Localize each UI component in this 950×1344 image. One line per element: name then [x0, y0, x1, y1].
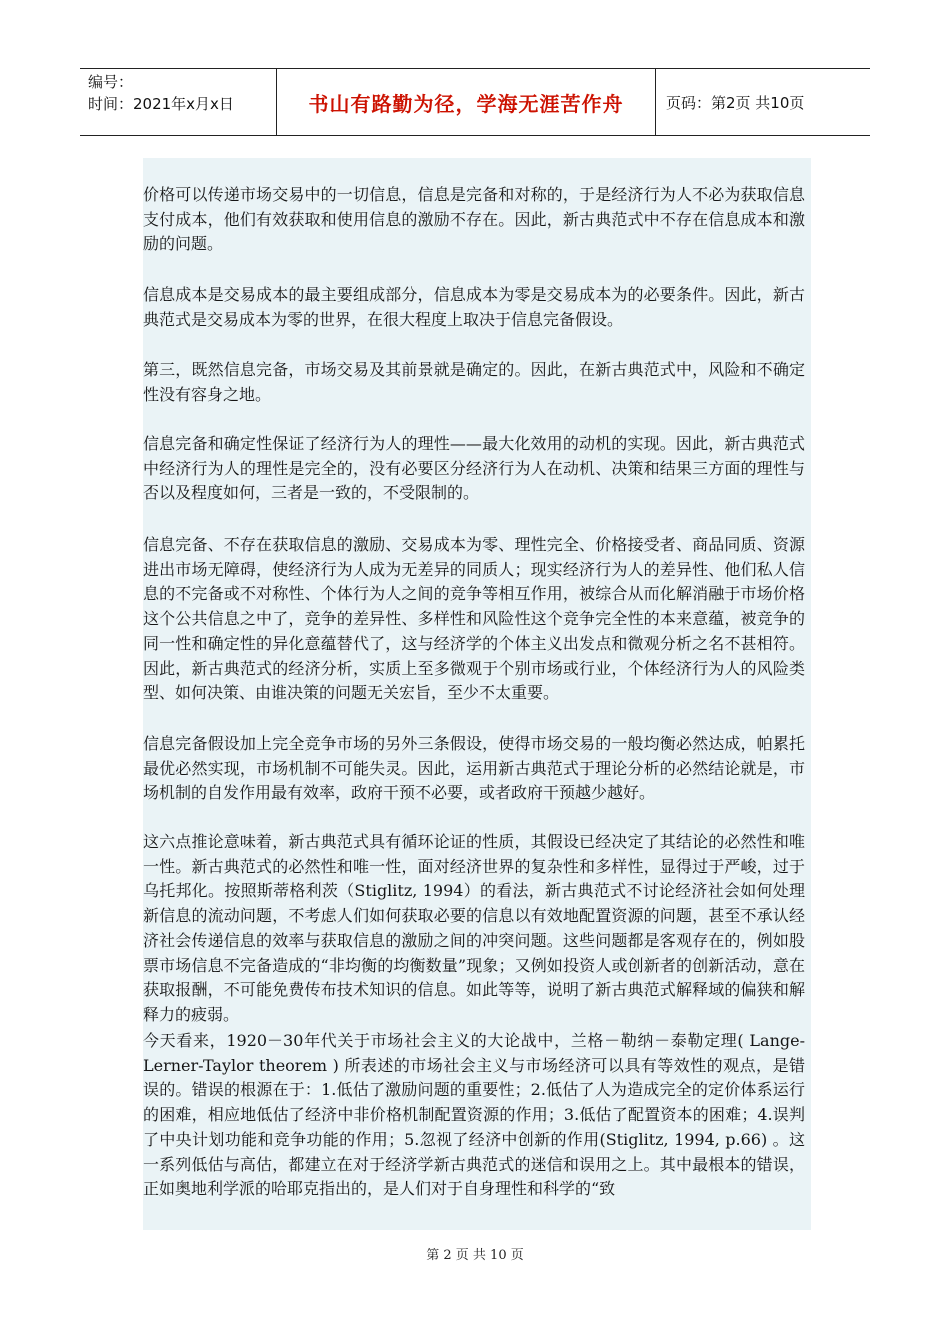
paragraph-2: 信息成本是交易成本的最主要组成部分，信息成本为零是交易成本为的必要条件。因此，新古典范式是交易成本为零的世界，在很大程度上取决于信息完备假设。 — [143, 285, 805, 329]
serial-label: 编号： — [88, 73, 134, 91]
header-meta — [88, 71, 234, 115]
paragraph-5: 信息完备、不存在获取信息的激励、交易成本为零、理性完全、价格接受者、商品同质、资源进出市场无障碍，使经济行为人成为无差异的同质人；现实经济行为人的差异性、他们私人信息的不完备或不对称性、个体行为人之间的竞争等相互作用，被综合从而化解消融于市场价格这个公共信息之中了，竞争的差异性、多样性和风险性这个竞争完全性的本来意蕴，被竞争的同一性和确定性的异化意蕴替代了，这与经济学的个体主义出发点和微观分析之名不甚相符。因此，新古典范式的经济分析，实质上至多微观于个别市场或行业，个体经济行为人的风险类型、如何决策、由谁决策的问题无关宏旨，至少不太重要。 — [143, 535, 805, 703]
paragraph-8: 今天看来，1920－30年代关于市场社会主义的大论战中，兰格－勒纳－泰勒定理( Lange-Lerner-Taylor theorem ) 所表述的市场社会主义与市场经济可以具有等效性的观点，是错误的。错误的根源在于：1.低估了激励问题的重要性；2.低估了人为造成完全的定价体系运行的困难，相应地低估了经济中非价格机制配置资源的作用；3.低估了配置资本的困难；4.误判了中央计划功能和竞争功能的作用；5.忽视了经济中创新的作用(Stiglitz, 1994, p.66) 。这一系列低估与高估，都建立在对于经济学新古典范式的迷信和误用之上。其中最根本的错误，正如奥地利学派的哈耶克指出的，是人们对于自身理性和科学的“致 — [143, 1031, 805, 1199]
paragraph-1: 价格可以传递市场交易中的一切信息，信息是完备和对称的，于是经济行为人不必为获取信息支付成本，他们有效获取和使用信息的激励不存在。因此，新古典范式中不存在信息成本和激励的问题。 — [143, 185, 805, 254]
page-info: 页码：第2页 共10页 — [666, 93, 805, 112]
paragraph-6: 信息完备假设加上完全竞争市场的另外三条假设，使得市场交易的一般均衡必然达成，帕累托最优必然实现，市场机制不可能失灵。因此，运用新古典范式于理论分析的必然结论就是，市场机制的自发作用最有效率，政府干预不必要，或者政府干预越少越好。 — [143, 734, 805, 803]
paragraph-3: 第三，既然信息完备，市场交易及其前景就是确定的。因此，在新古典范式中，风险和不确定性没有容身之地。 — [143, 360, 805, 404]
motto: 书山有路勤为径，学海无涯苦作舟 — [308, 91, 624, 116]
paragraph-7: 这六点推论意味着，新古典范式具有循环论证的性质，其假设已经决定了其结论的必然性和唯一性。新古典范式的必然性和唯一性，面对经济世界的复杂性和多样性，显得过于严峻，过于乌托邦化。按照斯蒂格利茨（Stiglitz, 1994）的看法，新古典范式不讨论经济社会如何处理新信息的流动问题，不考虑人们如何获取必要的信息以有效地配置资源的问题，甚至不承认经济社会传递信息的效率与获取信息的激励之间的冲突问题。这些问题都是客观存在的，例如股票市场信息不完备造成的“非均衡的均衡数量”现象；又例如投资人或创新者的创新活动，意在获取报酬，不可能免费传布技术知识的信息。如此等等，说明了新古典范式解释域的偏狭和解释力的疲弱。 — [143, 832, 805, 1024]
date-label: 时间：2021年x月x日 — [88, 95, 234, 113]
paragraph-4: 信息完备和确定性保证了经济行为人的理性——最大化效用的动机的实现。因此，新古典范式中经济行为人的理性是完全的，没有必要区分经济行为人在动机、决策和结果三方面的理性与否以及程度如何，三者是一致的，不受限制的。 — [143, 434, 805, 503]
page-footer: 第 2 页 共 10 页 — [426, 1248, 524, 1263]
document-body — [143, 158, 811, 1230]
page-header — [80, 68, 870, 136]
